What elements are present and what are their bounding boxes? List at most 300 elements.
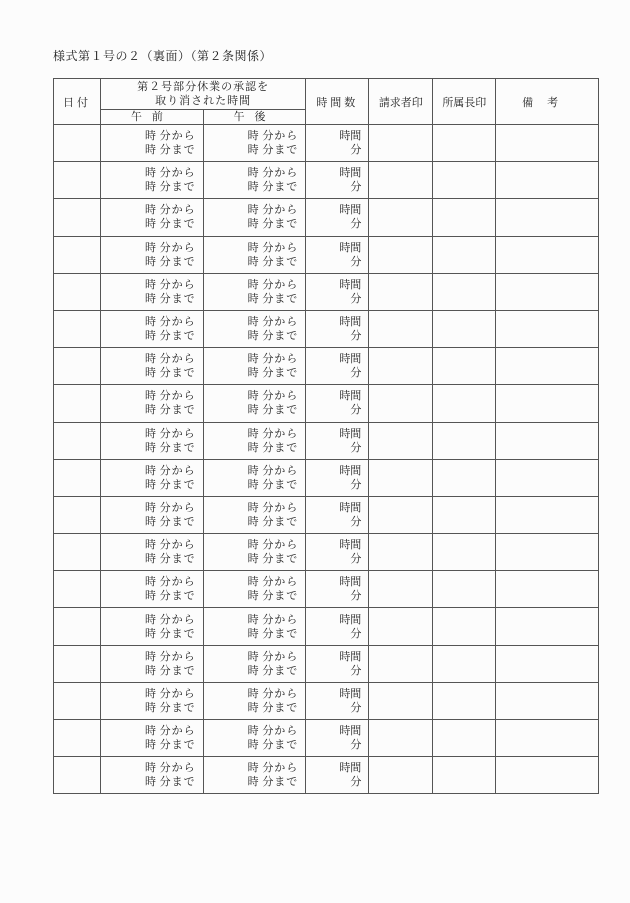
- hour-label: 時: [247, 389, 259, 403]
- requester-seal-cell[interactable]: [369, 720, 433, 757]
- pm-from-line: [204, 352, 306, 366]
- pm-time-cell[interactable]: [203, 162, 306, 199]
- table-row: [54, 422, 599, 459]
- header-pm: 午後: [203, 110, 306, 125]
- chief-seal-cell[interactable]: [433, 682, 496, 719]
- minute-to-label: 分まで: [159, 291, 196, 305]
- am-to-line: [101, 180, 203, 194]
- header-cancelled-time-line2: 取り消された時間: [155, 94, 252, 107]
- requester-seal-cell[interactable]: [369, 496, 433, 533]
- minute-from-label: 分から: [159, 649, 196, 663]
- pm-time-cell[interactable]: [203, 310, 306, 347]
- chief-seal-cell[interactable]: [433, 385, 496, 422]
- chief-seal-cell[interactable]: [433, 162, 496, 199]
- hour-label: 時: [145, 575, 156, 589]
- notes-cell[interactable]: [496, 310, 599, 347]
- hours-unit-label: 時間: [339, 426, 362, 440]
- hour-label: 時: [145, 129, 156, 143]
- pm-from-line: [204, 389, 306, 403]
- requester-seal-cell[interactable]: [369, 422, 433, 459]
- requester-seal-cell[interactable]: [369, 310, 433, 347]
- date-cell[interactable]: [54, 682, 101, 719]
- am-to-line: [101, 217, 203, 231]
- minute-to-label: 分まで: [159, 514, 196, 528]
- am-from-line: [101, 315, 203, 329]
- table-row: [54, 236, 599, 273]
- minute-to-label: 分まで: [262, 254, 299, 268]
- notes-cell[interactable]: [496, 162, 599, 199]
- hour-label: 時: [145, 426, 156, 440]
- hour-label: 時: [247, 738, 259, 752]
- table-row: [54, 645, 599, 682]
- hours-cell[interactable]: [306, 496, 369, 533]
- hours-cell[interactable]: [306, 348, 369, 385]
- minute-to-label: 分まで: [262, 552, 299, 566]
- am-to-line: [101, 589, 203, 603]
- am-from-line: [101, 352, 203, 366]
- date-cell[interactable]: [54, 645, 101, 682]
- chief-seal-cell[interactable]: [433, 645, 496, 682]
- hour-label: 時: [247, 129, 259, 143]
- table-row: [54, 720, 599, 757]
- minutes-unit-label: 分: [350, 738, 362, 752]
- pm-time-cell[interactable]: [203, 199, 306, 236]
- pm-to-line: [204, 403, 306, 417]
- minute-from-label: 分から: [262, 240, 299, 254]
- am-from-line: [101, 203, 203, 217]
- hour-label: 時: [247, 686, 259, 700]
- hour-label: 時: [145, 775, 156, 789]
- pm-from-line: [204, 129, 306, 143]
- minute-from-label: 分から: [159, 575, 196, 589]
- am-from-line: [101, 761, 203, 775]
- chief-seal-cell[interactable]: [433, 608, 496, 645]
- minute-from-label: 分から: [262, 129, 299, 143]
- header-cancelled-time-line1: 第２号部分休業の承認を: [137, 80, 270, 93]
- minutes-unit-label: 分: [350, 329, 362, 343]
- pm-time-cell[interactable]: [203, 273, 306, 310]
- hour-label: 時: [145, 180, 156, 194]
- am-to-line: [101, 441, 203, 455]
- pm-time-cell[interactable]: [203, 348, 306, 385]
- notes-cell[interactable]: [496, 348, 599, 385]
- minute-to-label: 分まで: [262, 663, 299, 677]
- notes-cell[interactable]: [496, 496, 599, 533]
- minute-to-label: 分まで: [159, 589, 196, 603]
- am-to-line: [101, 515, 203, 529]
- chief-seal-cell[interactable]: [433, 459, 496, 496]
- am-time-cell[interactable]: [101, 199, 204, 236]
- hour-label: 時: [145, 724, 156, 738]
- chief-seal-cell[interactable]: [433, 236, 496, 273]
- minutes-unit-label: 分: [350, 440, 362, 454]
- date-cell[interactable]: [54, 125, 101, 162]
- hour-label: 時: [145, 477, 156, 491]
- date-cell[interactable]: [54, 534, 101, 571]
- pm-time-cell[interactable]: [203, 534, 306, 571]
- pm-to-line: [204, 775, 306, 789]
- am-time-cell[interactable]: [101, 608, 204, 645]
- pm-time-cell[interactable]: [203, 459, 306, 496]
- hour-label: 時: [247, 277, 259, 291]
- hour-label: 時: [247, 203, 259, 217]
- date-cell[interactable]: [54, 236, 101, 273]
- hours-cell[interactable]: [306, 682, 369, 719]
- notes-cell[interactable]: [496, 571, 599, 608]
- hours-unit-label: 時間: [339, 166, 362, 180]
- hour-label: 時: [145, 315, 156, 329]
- requester-seal-cell[interactable]: [369, 757, 433, 794]
- notes-cell[interactable]: [496, 645, 599, 682]
- hour-label: 時: [247, 663, 259, 677]
- pm-to-line: [204, 143, 306, 157]
- requester-seal-cell[interactable]: [369, 459, 433, 496]
- pm-from-line: [204, 315, 306, 329]
- date-cell[interactable]: [54, 608, 101, 645]
- hours-cell[interactable]: [306, 422, 369, 459]
- minute-to-label: 分まで: [159, 440, 196, 454]
- hours-unit-label: 時間: [339, 649, 362, 663]
- minute-to-label: 分まで: [159, 254, 196, 268]
- hours-cell[interactable]: [306, 273, 369, 310]
- table-row: [54, 125, 599, 162]
- am-to-line: [101, 255, 203, 269]
- pm-from-line: [204, 241, 306, 255]
- minute-to-label: 分まで: [262, 775, 299, 789]
- requester-seal-cell[interactable]: [369, 645, 433, 682]
- am-to-line: [101, 738, 203, 752]
- minute-from-label: 分から: [262, 761, 299, 775]
- table-row: [54, 310, 599, 347]
- am-time-cell[interactable]: [101, 645, 204, 682]
- am-from-line: [101, 464, 203, 478]
- hour-label: 時: [247, 575, 259, 589]
- minute-from-label: 分から: [262, 612, 299, 626]
- pm-time-cell[interactable]: [203, 496, 306, 533]
- hour-label: 時: [145, 166, 156, 180]
- table-row: [54, 496, 599, 533]
- hour-label: 時: [145, 254, 156, 268]
- notes-cell[interactable]: [496, 125, 599, 162]
- hours-unit-label: 時間: [339, 538, 362, 552]
- hour-label: 時: [145, 366, 156, 380]
- minute-to-label: 分まで: [159, 180, 196, 194]
- hours-unit-label: 時間: [339, 761, 362, 775]
- pm-time-cell[interactable]: [203, 571, 306, 608]
- header-date: 日付: [54, 79, 101, 125]
- am-time-cell[interactable]: [101, 125, 204, 162]
- notes-cell[interactable]: [496, 608, 599, 645]
- pm-to-line: [204, 738, 306, 752]
- hour-label: 時: [145, 514, 156, 528]
- pm-from-line: [204, 761, 306, 775]
- date-cell[interactable]: [54, 496, 101, 533]
- am-from-line: [101, 166, 203, 180]
- minutes-unit-label: 分: [350, 143, 362, 157]
- notes-cell[interactable]: [496, 682, 599, 719]
- requester-seal-cell[interactable]: [369, 236, 433, 273]
- minute-to-label: 分まで: [262, 589, 299, 603]
- requester-seal-cell[interactable]: [369, 608, 433, 645]
- hours-unit-label: 時間: [339, 463, 362, 477]
- minute-to-label: 分まで: [262, 329, 299, 343]
- notes-cell[interactable]: [496, 273, 599, 310]
- hours-unit-label: 時間: [339, 240, 362, 254]
- minutes-unit-label: 分: [350, 700, 362, 714]
- am-from-line: [101, 687, 203, 701]
- date-cell[interactable]: [54, 273, 101, 310]
- pm-to-line: [204, 627, 306, 641]
- pm-to-line: [204, 366, 306, 380]
- minute-from-label: 分から: [159, 538, 196, 552]
- pm-from-line: [204, 203, 306, 217]
- minutes-unit-label: 分: [350, 254, 362, 268]
- minute-from-label: 分から: [159, 352, 196, 366]
- minute-from-label: 分から: [159, 240, 196, 254]
- hours-unit-label: 時間: [339, 500, 362, 514]
- hours-unit-label: 時間: [339, 612, 362, 626]
- am-time-cell[interactable]: [101, 571, 204, 608]
- hour-label: 時: [145, 649, 156, 663]
- chief-seal-cell[interactable]: [433, 720, 496, 757]
- hour-label: 時: [247, 761, 259, 775]
- hour-label: 時: [247, 775, 259, 789]
- am-time-cell[interactable]: [101, 310, 204, 347]
- chief-seal-cell[interactable]: [433, 348, 496, 385]
- minute-to-label: 分まで: [159, 626, 196, 640]
- notes-cell[interactable]: [496, 385, 599, 422]
- minute-to-label: 分まで: [262, 403, 299, 417]
- chief-seal-cell[interactable]: [433, 496, 496, 533]
- date-cell[interactable]: [54, 348, 101, 385]
- minutes-unit-label: 分: [350, 403, 362, 417]
- date-cell[interactable]: [54, 459, 101, 496]
- am-time-cell[interactable]: [101, 273, 204, 310]
- minute-to-label: 分まで: [262, 514, 299, 528]
- hours-cell[interactable]: [306, 125, 369, 162]
- pm-time-cell[interactable]: [203, 236, 306, 273]
- minute-from-label: 分から: [159, 129, 196, 143]
- pm-time-cell[interactable]: [203, 385, 306, 422]
- minute-from-label: 分から: [159, 724, 196, 738]
- pm-time-cell[interactable]: [203, 682, 306, 719]
- am-time-cell[interactable]: [101, 534, 204, 571]
- hours-cell[interactable]: [306, 236, 369, 273]
- am-to-line: [101, 701, 203, 715]
- pm-time-cell[interactable]: [203, 720, 306, 757]
- hours-cell[interactable]: [306, 645, 369, 682]
- header-chief-seal: 所属長印: [433, 79, 496, 125]
- hours-cell[interactable]: [306, 608, 369, 645]
- chief-seal-cell[interactable]: [433, 757, 496, 794]
- am-time-cell[interactable]: [101, 720, 204, 757]
- am-time-cell[interactable]: [101, 459, 204, 496]
- am-time-cell[interactable]: [101, 236, 204, 273]
- minutes-unit-label: 分: [350, 366, 362, 380]
- hour-label: 時: [247, 477, 259, 491]
- pm-time-cell[interactable]: [203, 422, 306, 459]
- hour-label: 時: [145, 217, 156, 231]
- pm-time-cell[interactable]: [203, 645, 306, 682]
- notes-cell[interactable]: [496, 757, 599, 794]
- minute-from-label: 分から: [159, 277, 196, 291]
- hours-cell[interactable]: [306, 199, 369, 236]
- table-row: [54, 459, 599, 496]
- minute-from-label: 分から: [159, 389, 196, 403]
- date-cell[interactable]: [54, 720, 101, 757]
- minute-to-label: 分まで: [262, 291, 299, 305]
- hour-label: 時: [247, 626, 259, 640]
- requester-seal-cell[interactable]: [369, 534, 433, 571]
- hours-cell[interactable]: [306, 459, 369, 496]
- hour-label: 時: [145, 612, 156, 626]
- pm-from-line: [204, 613, 306, 627]
- minute-from-label: 分から: [262, 426, 299, 440]
- requester-seal-cell[interactable]: [369, 682, 433, 719]
- am-to-line: [101, 478, 203, 492]
- requester-seal-cell[interactable]: [369, 273, 433, 310]
- am-time-cell[interactable]: [101, 385, 204, 422]
- hour-label: 時: [145, 403, 156, 417]
- minutes-unit-label: 分: [350, 514, 362, 528]
- am-time-cell[interactable]: [101, 757, 204, 794]
- pm-to-line: [204, 292, 306, 306]
- date-cell[interactable]: [54, 199, 101, 236]
- hour-label: 時: [145, 277, 156, 291]
- pm-to-line: [204, 515, 306, 529]
- table-row: [54, 199, 599, 236]
- chief-seal-cell[interactable]: [433, 199, 496, 236]
- date-cell[interactable]: [54, 571, 101, 608]
- minute-to-label: 分まで: [159, 217, 196, 231]
- requester-seal-cell[interactable]: [369, 385, 433, 422]
- table-row: [54, 682, 599, 719]
- hour-label: 時: [247, 166, 259, 180]
- requester-seal-cell[interactable]: [369, 348, 433, 385]
- chief-seal-cell[interactable]: [433, 125, 496, 162]
- table-row: [54, 273, 599, 310]
- hour-label: 時: [247, 440, 259, 454]
- am-time-cell[interactable]: [101, 682, 204, 719]
- pm-time-cell[interactable]: [203, 125, 306, 162]
- hours-cell[interactable]: [306, 534, 369, 571]
- pm-to-line: [204, 441, 306, 455]
- minute-to-label: 分まで: [159, 775, 196, 789]
- date-cell[interactable]: [54, 162, 101, 199]
- minute-from-label: 分から: [262, 575, 299, 589]
- date-cell[interactable]: [54, 422, 101, 459]
- notes-cell[interactable]: [496, 534, 599, 571]
- minute-from-label: 分から: [262, 277, 299, 291]
- header-am: 午前: [101, 110, 204, 125]
- minute-from-label: 分から: [159, 315, 196, 329]
- pm-to-line: [204, 217, 306, 231]
- minutes-unit-label: 分: [350, 663, 362, 677]
- chief-seal-cell[interactable]: [433, 422, 496, 459]
- table-row: [54, 571, 599, 608]
- pm-to-line: [204, 701, 306, 715]
- hour-label: 時: [145, 700, 156, 714]
- notes-cell[interactable]: [496, 199, 599, 236]
- hours-cell[interactable]: [306, 310, 369, 347]
- hours-unit-label: 時間: [339, 315, 362, 329]
- hour-label: 時: [145, 738, 156, 752]
- hour-label: 時: [145, 463, 156, 477]
- am-to-line: [101, 552, 203, 566]
- requester-seal-cell[interactable]: [369, 125, 433, 162]
- chief-seal-cell[interactable]: [433, 571, 496, 608]
- notes-cell[interactable]: [496, 720, 599, 757]
- hours-unit-label: 時間: [339, 389, 362, 403]
- hours-cell[interactable]: [306, 720, 369, 757]
- pm-time-cell[interactable]: [203, 757, 306, 794]
- date-cell[interactable]: [54, 310, 101, 347]
- hour-label: 時: [145, 352, 156, 366]
- notes-cell[interactable]: [496, 236, 599, 273]
- pm-time-cell[interactable]: [203, 608, 306, 645]
- notes-cell[interactable]: [496, 459, 599, 496]
- header-cancelled-time: [101, 79, 306, 110]
- hour-label: 時: [247, 180, 259, 194]
- requester-seal-cell[interactable]: [369, 571, 433, 608]
- date-cell[interactable]: [54, 757, 101, 794]
- minutes-unit-label: 分: [350, 589, 362, 603]
- am-from-line: [101, 389, 203, 403]
- am-to-line: [101, 403, 203, 417]
- notes-cell[interactable]: [496, 422, 599, 459]
- minute-to-label: 分まで: [262, 180, 299, 194]
- requester-seal-cell[interactable]: [369, 199, 433, 236]
- chief-seal-cell[interactable]: [433, 534, 496, 571]
- hour-label: 時: [247, 724, 259, 738]
- minutes-unit-label: 分: [350, 626, 362, 640]
- minute-from-label: 分から: [262, 649, 299, 663]
- hour-label: 時: [247, 514, 259, 528]
- hour-label: 時: [145, 589, 156, 603]
- pm-from-line: [204, 166, 306, 180]
- hours-cell[interactable]: [306, 385, 369, 422]
- minute-to-label: 分まで: [159, 329, 196, 343]
- form-title: 様式第１号の２（裏面）（第２条関係）: [53, 49, 273, 63]
- am-from-line: [101, 575, 203, 589]
- minutes-unit-label: 分: [350, 180, 362, 194]
- hours-cell[interactable]: [306, 571, 369, 608]
- hours-cell[interactable]: [306, 162, 369, 199]
- hours-cell[interactable]: [306, 757, 369, 794]
- hour-label: 時: [145, 552, 156, 566]
- am-time-cell[interactable]: [101, 348, 204, 385]
- date-cell[interactable]: [54, 385, 101, 422]
- hour-label: 時: [247, 254, 259, 268]
- header-hours: 時間数: [306, 79, 369, 125]
- am-time-cell[interactable]: [101, 162, 204, 199]
- pm-from-line: [204, 427, 306, 441]
- am-to-line: [101, 143, 203, 157]
- minute-from-label: 分から: [262, 315, 299, 329]
- minute-from-label: 分から: [159, 426, 196, 440]
- am-time-cell[interactable]: [101, 422, 204, 459]
- pm-to-line: [204, 478, 306, 492]
- chief-seal-cell[interactable]: [433, 310, 496, 347]
- minute-to-label: 分まで: [262, 626, 299, 640]
- requester-seal-cell[interactable]: [369, 162, 433, 199]
- am-from-line: [101, 538, 203, 552]
- hour-label: 時: [247, 649, 259, 663]
- table-row: [54, 757, 599, 794]
- chief-seal-cell[interactable]: [433, 273, 496, 310]
- am-time-cell[interactable]: [101, 496, 204, 533]
- minute-from-label: 分から: [262, 686, 299, 700]
